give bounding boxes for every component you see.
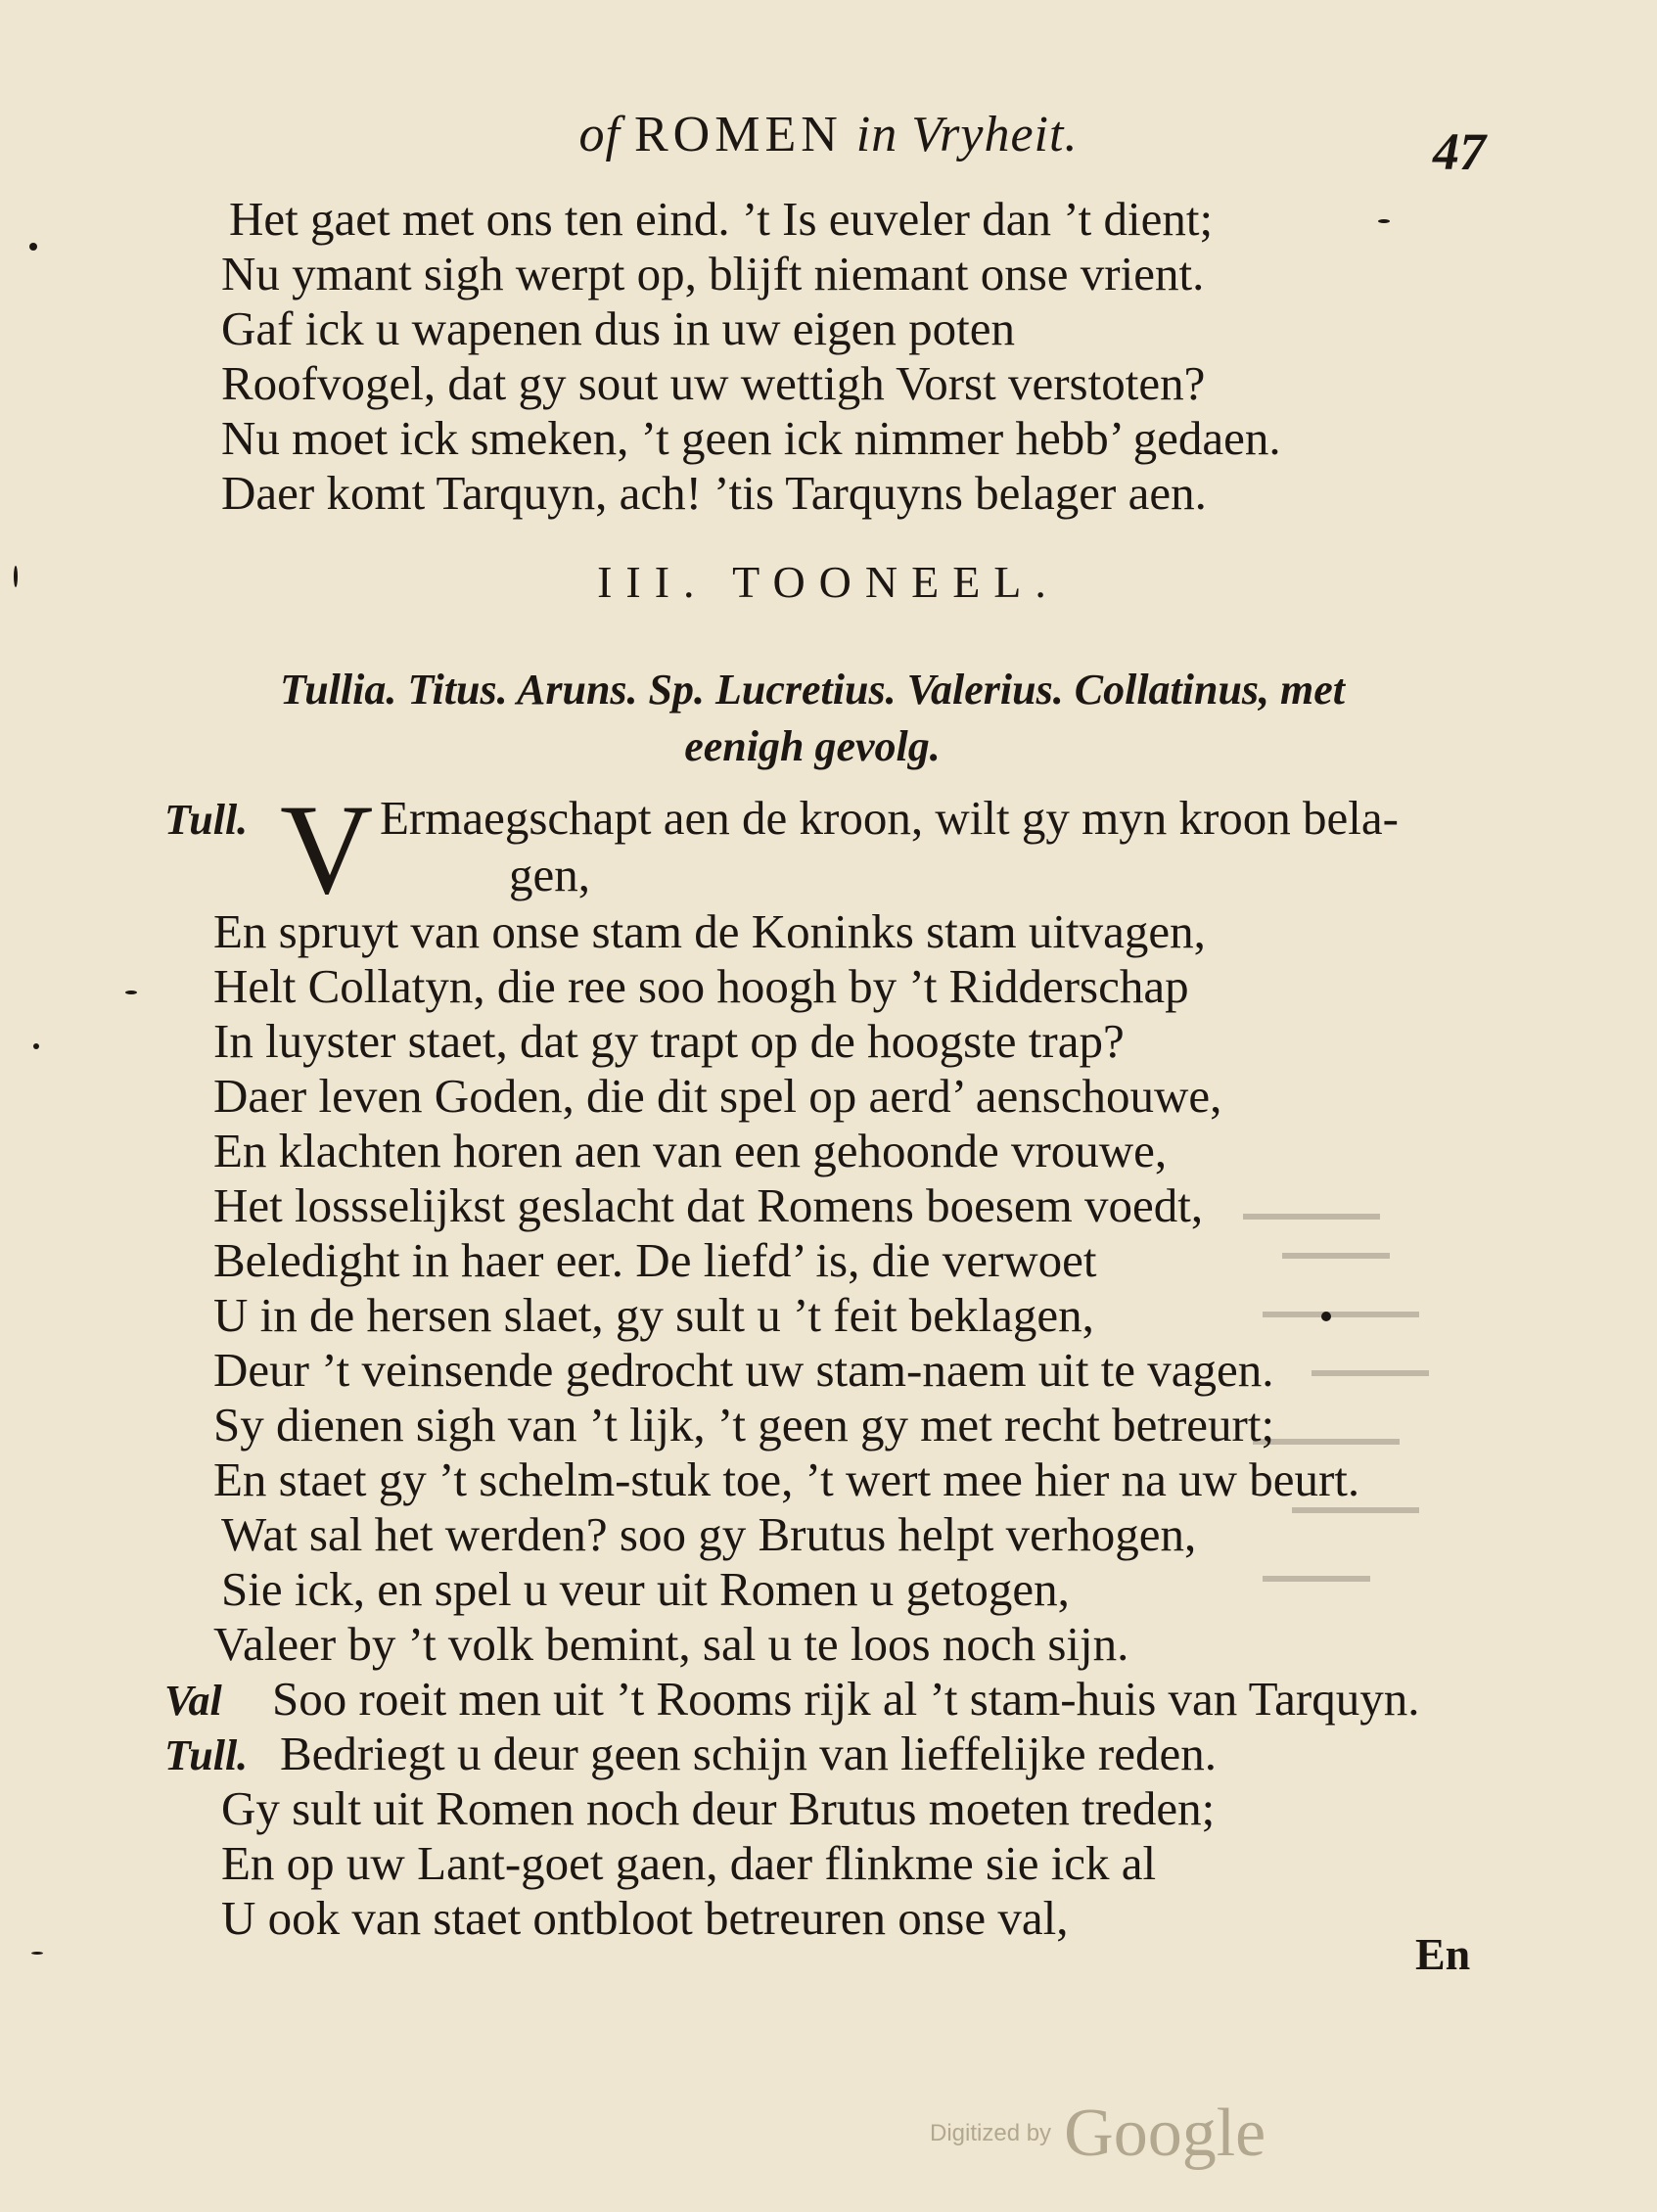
verse-line: U ook van staet ontbloot betreuren onse val, [221, 1891, 1069, 1945]
running-head-in: in [855, 107, 898, 162]
drop-cap: V [280, 777, 374, 921]
verse-line: Roofvogel, dat gy sout uw wettigh Vorst verstoten? [221, 356, 1206, 410]
running-head [0, 106, 1657, 163]
ink-speck [125, 991, 137, 994]
verse-line: Gaf ick u wapenen dus in uw eigen poten [221, 301, 1015, 355]
verse-line: En spruyt van onse stam de Koninks stam uitvagen, [213, 904, 1206, 958]
running-head-title: ROMEN [634, 107, 843, 162]
verse-line: Bedriegt u deur geen schijn van lieffelijke reden. [280, 1727, 1217, 1780]
verse-line: En klachten horen aen van een gehoonde vrouwe, [213, 1124, 1168, 1177]
ink-speck [29, 243, 37, 251]
ink-speck [33, 1043, 39, 1049]
verse-line: En staet gy ’t schelm-stuk toe, ’t wert mee hier na uw beurt. [213, 1452, 1360, 1506]
verse-line: Beledight in haer eer. De liefd’ is, die verwoet [213, 1233, 1097, 1287]
verse-line: U in de hersen slaet, gy sult u ’t feit beklagen, [213, 1288, 1094, 1342]
ink-speck [14, 566, 18, 587]
verse-line: Sy dienen sigh van ’t lijk, ’t geen gy met recht betreurt; [213, 1398, 1275, 1452]
watermark-prefix: Digitized by [930, 2120, 1052, 2146]
cast-line-1: Tullia. Titus. Aruns. Sp. Lucretius. Valerius. Collatinus, met [279, 666, 1346, 714]
show-through-texture [1223, 1194, 1458, 1654]
ink-speck [31, 1952, 43, 1955]
verse-line: Ermaegschapt aen de kroon, wilt gy myn kroon bela- [380, 791, 1399, 845]
verse-line: Daer komt Tarquyn, ach! ’tis Tarquyns belager aen. [221, 466, 1207, 520]
watermark-brand: Google [1064, 2096, 1266, 2171]
cast-list [206, 662, 1419, 775]
cast-line-2: eenigh gevolg. [684, 722, 941, 770]
running-head-of: of [578, 107, 621, 162]
verse-line: Nu ymant sigh werpt op, blijft niemant onse vrient. [221, 247, 1205, 300]
speaker-label: Val [164, 1677, 222, 1725]
verse-line: Het lossselijkst geslacht dat Romens boesem voedt, [213, 1178, 1204, 1232]
verse-line: Nu moet ick smeken, ’t geen ick nimmer hebb’ gedaen. [221, 411, 1281, 465]
verse-line: Het gaet met ons ten eind. ’t Is euveler dan ’t dient; [229, 192, 1214, 246]
verse-line: En op uw Lant-goet gaen, daer flinkme sie ick al [221, 1836, 1157, 1890]
verse-line: Soo roeit men uit ’t Rooms rijk al ’t stam-huis van Tarquyn. [272, 1672, 1420, 1726]
ink-speck [1378, 219, 1390, 223]
ink-speck [1321, 1312, 1331, 1321]
speaker-label: Tull. [164, 796, 249, 844]
verse-line: Sie ick, en spel u veur uit Romen u getogen, [221, 1562, 1070, 1616]
page-number: 47 [1433, 122, 1486, 181]
verse-line: Helt Collatyn, die ree soo hoogh by ’t Ridderschap [213, 959, 1189, 1013]
scene-heading: III. TOONEEL. [597, 557, 1060, 607]
verse-line: In luyster staet, dat gy trapt op de hoogste trap? [213, 1014, 1125, 1068]
speaker-label: Tull. [164, 1731, 249, 1779]
verse-line: Deur ’t veinsende gedrocht uw stam-naem uit te vagen. [213, 1343, 1274, 1397]
verse-line: Gy sult uit Romen noch deur Brutus moeten treden; [221, 1781, 1216, 1835]
verse-line: Wat sal het werden? soo gy Brutus helpt verhogen, [221, 1507, 1197, 1561]
verse-line: Daer leven Goden, die dit spel op aerd’ aenschouwe, [213, 1069, 1222, 1123]
running-head-subject: Vryheit. [911, 107, 1079, 162]
verse-line: gen, [509, 848, 590, 901]
verse-line: Valeer by ’t volk bemint, sal u te loos noch sijn. [213, 1617, 1129, 1671]
catchword: En [1415, 1929, 1471, 1979]
digitized-watermark [930, 2095, 1266, 2173]
